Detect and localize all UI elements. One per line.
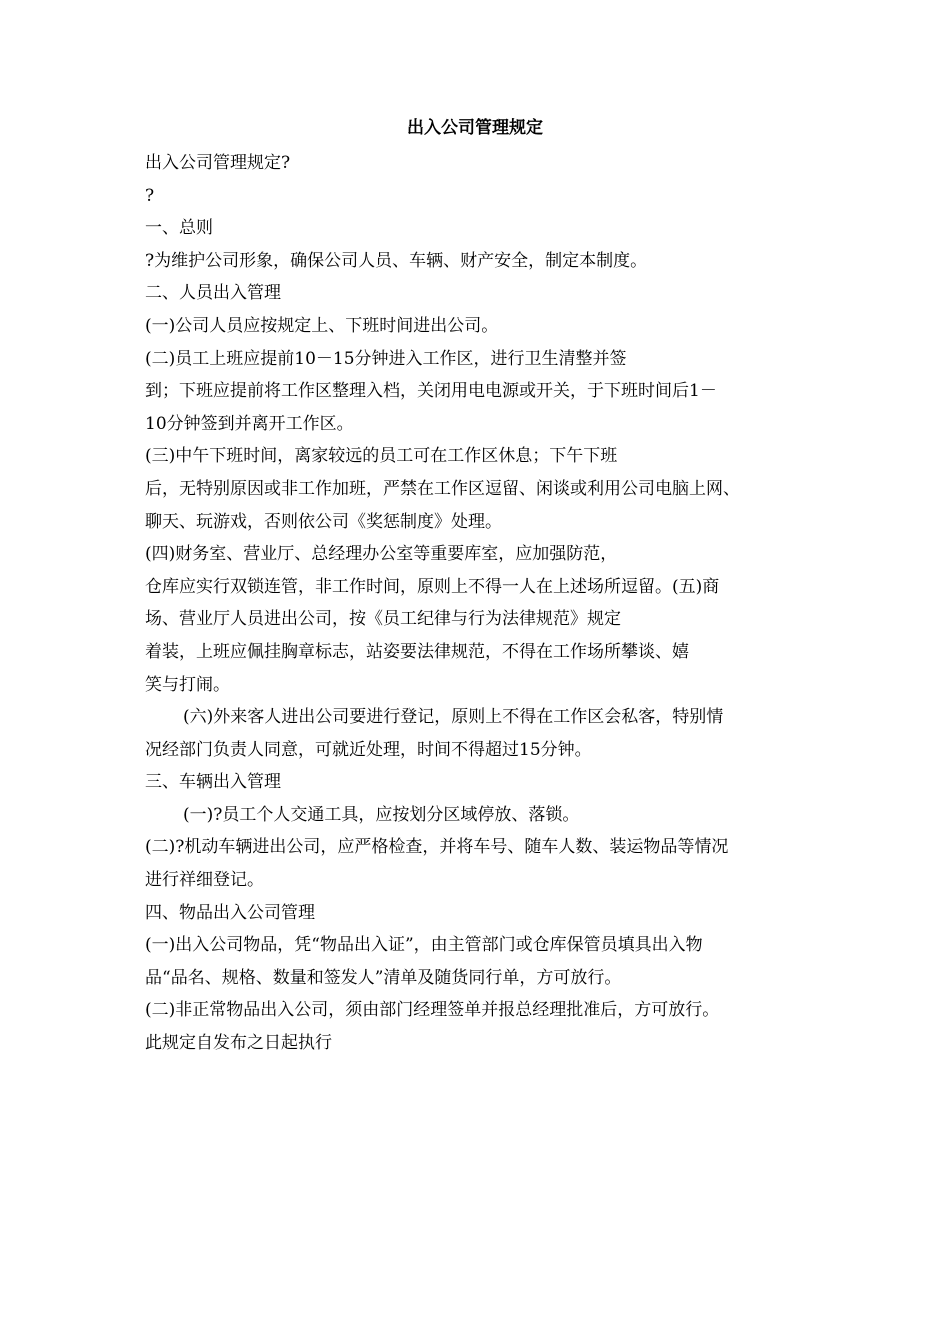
document-line: (四)财务室、营业厅、总经理办公室等重要库室，应加强防范，: [145, 544, 618, 565]
document-line: 况经部门负责人同意，可就近处理，时间不得超过15分钟。: [145, 739, 592, 760]
document-line: 着装，上班应佩挂胸章标志，站姿要法律规范，不得在工作场所攀谈、嬉: [145, 641, 689, 662]
document-line: 10分钟签到并离开工作区。: [145, 413, 354, 434]
document-title: 出入公司管理规定: [407, 118, 543, 138]
document-line: 聊天、玩游戏，否则依公司《奖惩制度》处理。: [145, 511, 502, 532]
document-line: 品“品名、规格、数量和签发人”清单及随货同行单，方可放行。: [145, 967, 622, 988]
document-line: (一)公司人员应按规定上、下班时间进出公司。: [145, 315, 499, 336]
document-line: 仓库应实行双锁连管，非工作时间，原则上不得一人在上述场所逗留。(五)商: [145, 576, 720, 597]
document-line: 笑与打闹。: [145, 674, 230, 695]
document-line: 场、营业厅人员进出公司，按《员工纪律与行为法律规范》规定: [145, 609, 621, 630]
document-line: 出入公司管理规定?: [145, 153, 291, 173]
document-line: ?: [145, 185, 155, 206]
document-line: (一)出入公司物品，凭“物品出入证”，由主管部门或仓库保管员填具出入物: [145, 935, 703, 956]
document-line: (二)?机动车辆进出公司，应严格检查，并将车号、随车人数、装运物品等情况: [145, 837, 729, 858]
document-line: 此规定自发布之日起执行: [145, 1033, 332, 1054]
document-line: (二)员工上班应提前10－15分钟进入工作区，进行卫生清整并签: [145, 348, 627, 369]
document-line: 二、人员出入管理: [145, 283, 281, 304]
document-line: 四、物品出入公司管理: [145, 902, 315, 923]
document-body: [145, 147, 815, 1060]
document-line: 一、总则: [145, 218, 213, 239]
document-line: (一)?员工个人交通工具，应按划分区域停放、落锁。: [183, 804, 580, 825]
document-line: ?为维护公司形象，确保公司人员、车辆、财产安全，制定本制度。: [145, 250, 648, 271]
document-line: 到；下班应提前将工作区整理入档，关闭用电电源或开关，于下班时间后1－: [145, 381, 717, 402]
document-line: 进行祥细登记。: [145, 870, 264, 891]
document-line: 后，无特别原因或非工作加班，严禁在工作区逗留、闲谈或利用公司电脑上网、: [145, 478, 740, 499]
document-line: (六)外来客人进出公司要进行登记，原则上不得在工作区会私客，特别情: [183, 707, 724, 728]
document-line: (三)中午下班时间，离家较远的员工可在工作区休息；下午下班: [145, 446, 618, 467]
document-line: 三、车辆出入管理: [145, 772, 281, 793]
document-line: (二)非正常物品出入公司，须由部门经理签单并报总经理批准后，方可放行。: [145, 1000, 720, 1021]
